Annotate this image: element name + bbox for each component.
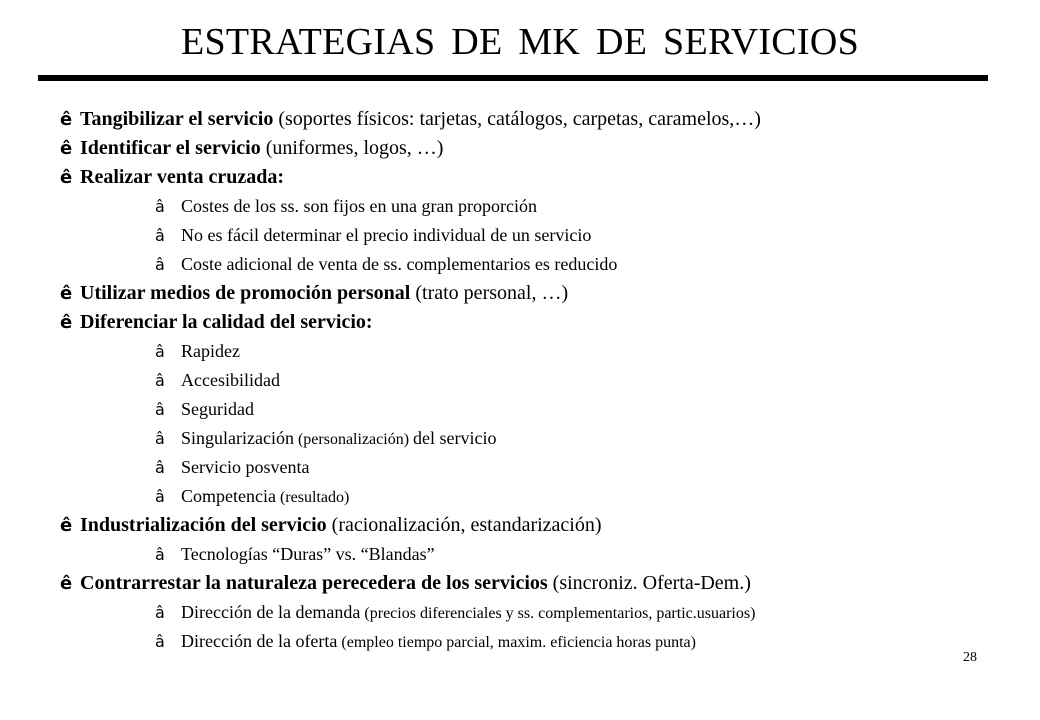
sub-item-coste-adicional: â Coste adicional de venta de ss. complementarios es reducido <box>60 250 990 279</box>
list-item-identificar: ê Identificar el servicio (uniformes, logos, …) <box>60 134 990 163</box>
list-item-venta-cruzada: ê Realizar venta cruzada: <box>60 163 990 192</box>
sub-bullet-icon: â <box>155 226 165 245</box>
main-bullet-icon: ê <box>60 283 73 304</box>
sub-item-demanda: â Dirección de la demanda (precios diferenciales y ss. complementarios, partic.usuarios) <box>60 598 990 627</box>
sub-item-accesibilidad: â Accesibilidad <box>60 366 990 395</box>
sub-item-seguridad: â Seguridad <box>60 395 990 424</box>
list-item-promocion: ê Utilizar medios de promoción personal (trato personal, …) <box>60 279 990 308</box>
main-bullet-icon: ê <box>60 167 73 188</box>
main-bullet-icon: ê <box>60 138 73 159</box>
page-number: 28 <box>963 650 977 665</box>
sub-bullet-icon: â <box>155 371 165 390</box>
sub-bullet-icon: â <box>155 400 165 419</box>
list-item-contrarrestar: ê Contrarrestar la naturaleza perecedera de los servicios (sincroniz. Oferta-Dem.) <box>60 569 990 598</box>
main-bullet-icon: ê <box>60 109 73 130</box>
main-bullet-icon: ê <box>60 312 73 333</box>
slide-title: ESTRATEGIAS DE MK DE SERVICIOS <box>180 21 860 63</box>
sub-item-posventa: â Servicio posventa <box>60 453 990 482</box>
sub-bullet-icon: â <box>155 429 165 448</box>
sub-bullet-icon: â <box>155 197 165 216</box>
sub-item-competencia: â Competencia (resultado) <box>60 482 990 511</box>
sub-item-tecnologias: â Tecnologías “Duras” vs. “Blandas” <box>60 540 990 569</box>
sub-bullet-icon: â <box>155 342 165 361</box>
sub-bullet-icon: â <box>155 487 165 506</box>
sub-bullet-icon: â <box>155 632 165 651</box>
main-bullet-icon: ê <box>60 573 73 594</box>
sub-bullet-icon: â <box>155 255 165 274</box>
sub-bullet-icon: â <box>155 545 165 564</box>
sub-item-costes: â Costes de los ss. son fijos en una gran proporción <box>60 192 990 221</box>
list-item-industrializacion: ê Industrialización del servicio (racionalización, estandarización) <box>60 511 990 540</box>
sub-item-oferta: â Dirección de la oferta (empleo tiempo parcial, maxim. eficiencia horas punta) <box>60 627 990 656</box>
main-bullet-icon: ê <box>60 515 73 536</box>
sub-item-precio: â No es fácil determinar el precio individual de un servicio <box>60 221 990 250</box>
sub-bullet-icon: â <box>155 458 165 477</box>
title-underline <box>38 75 988 81</box>
content-list <box>60 105 990 656</box>
sub-item-singularizacion: â Singularización (personalización) del servicio <box>60 424 990 453</box>
list-item-tangibilizar: ê Tangibilizar el servicio (soportes físicos: tarjetas, catálogos, carpetas, caramelos,…) <box>60 105 990 134</box>
sub-item-rapidez: â Rapidez <box>60 337 990 366</box>
list-item-diferenciar: ê Diferenciar la calidad del servicio: <box>60 308 990 337</box>
sub-bullet-icon: â <box>155 603 165 622</box>
